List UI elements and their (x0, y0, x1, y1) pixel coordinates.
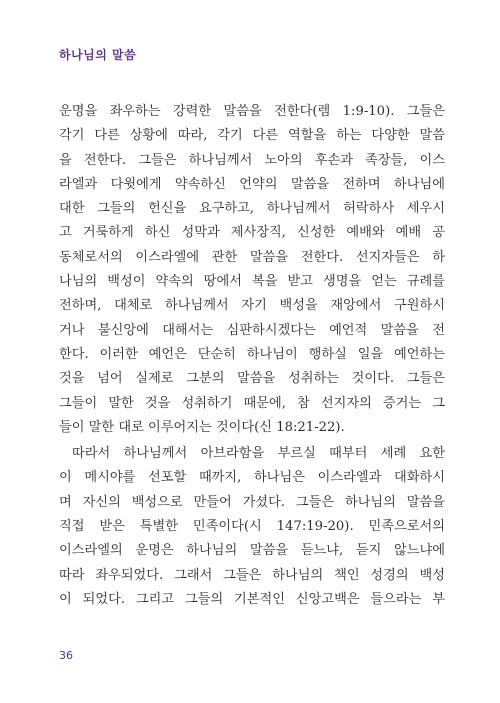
text-line: 이 메시야를 선포할 때까지, 하나님은 이스라엘과 대화하시 (59, 470, 445, 486)
body-text (59, 100, 445, 612)
text-line: 나님의 백성이 약속의 땅에서 복을 받고 생명을 얻는 규례를 (59, 274, 445, 290)
text-line: 고 거룩하게 하신 성막과 제사장직, 신성한 예배와 예배 공 (59, 225, 445, 241)
text-line: 며 자신의 백성으로 만들어 가셨다. 그들은 하나님의 말씀을 (59, 494, 445, 510)
text-line: 그들이 말한 것을 성취하기 때문에, 참 선지자의 증거는 그 (59, 395, 445, 411)
text-line: 운명을 좌우하는 강력한 말씀을 전한다(렘 1:9-10). 그들은 (59, 104, 445, 119)
page-number: 36 (59, 649, 73, 662)
text-line: 라엘과 다윗에게 약속하신 언약의 말씀을 전하며 하나님에 (59, 176, 445, 192)
text-line: 각기 다른 상황에 따라, 각기 다른 역할을 하는 다양한 말씀 (59, 128, 445, 144)
running-head: 하나님의 말씀 (59, 48, 137, 62)
text-line: 직접 받은 특별한 민족이다(시 147:19-20). 민족으로서의 (59, 519, 445, 535)
paragraph (59, 442, 445, 612)
text-line: 동체로서의 이스라엘에 관한 말씀을 전한다. 선지자들은 하 (59, 249, 445, 265)
text-line: 것을 넘어 실제로 그분의 말씀을 성취하는 것이다. 그들은 (59, 371, 445, 387)
text-line: 한다. 이러한 예언은 단순히 하나님이 행하실 일을 예언하는 (59, 346, 445, 362)
text-line: 거나 불신앙에 대해서는 심판하시겠다는 예언적 말씀을 전 (59, 322, 445, 338)
text-line: 을 전한다. 그들은 하나님께서 노아의 후손과 족장들, 이스 (59, 152, 445, 168)
text-line: 따라서 하나님께서 아브라함을 부르실 때부터 세례 요한 (72, 446, 445, 462)
paragraph (59, 100, 445, 440)
text-line: 전하며, 대체로 하나님께서 자기 백성을 재앙에서 구원하시 (59, 298, 445, 314)
text-line: 이스라엘의 운명은 하나님의 말씀을 듣느냐, 듣지 않느냐에 (59, 543, 445, 559)
text-line: 따라 좌우되었다. 그래서 그들은 하나님의 책인 성경의 백성 (59, 567, 445, 583)
text-line: 대한 그들의 헌신을 요구하고, 하나님께서 허락하사 세우시 (59, 201, 445, 217)
text-line: 이 되었다. 그리고 그들의 기본적인 신앙고백은 들으라는 부 (59, 591, 445, 607)
text-line: 들이 말한 대로 이루어지는 것이다(신 18:21-22). (59, 419, 345, 435)
